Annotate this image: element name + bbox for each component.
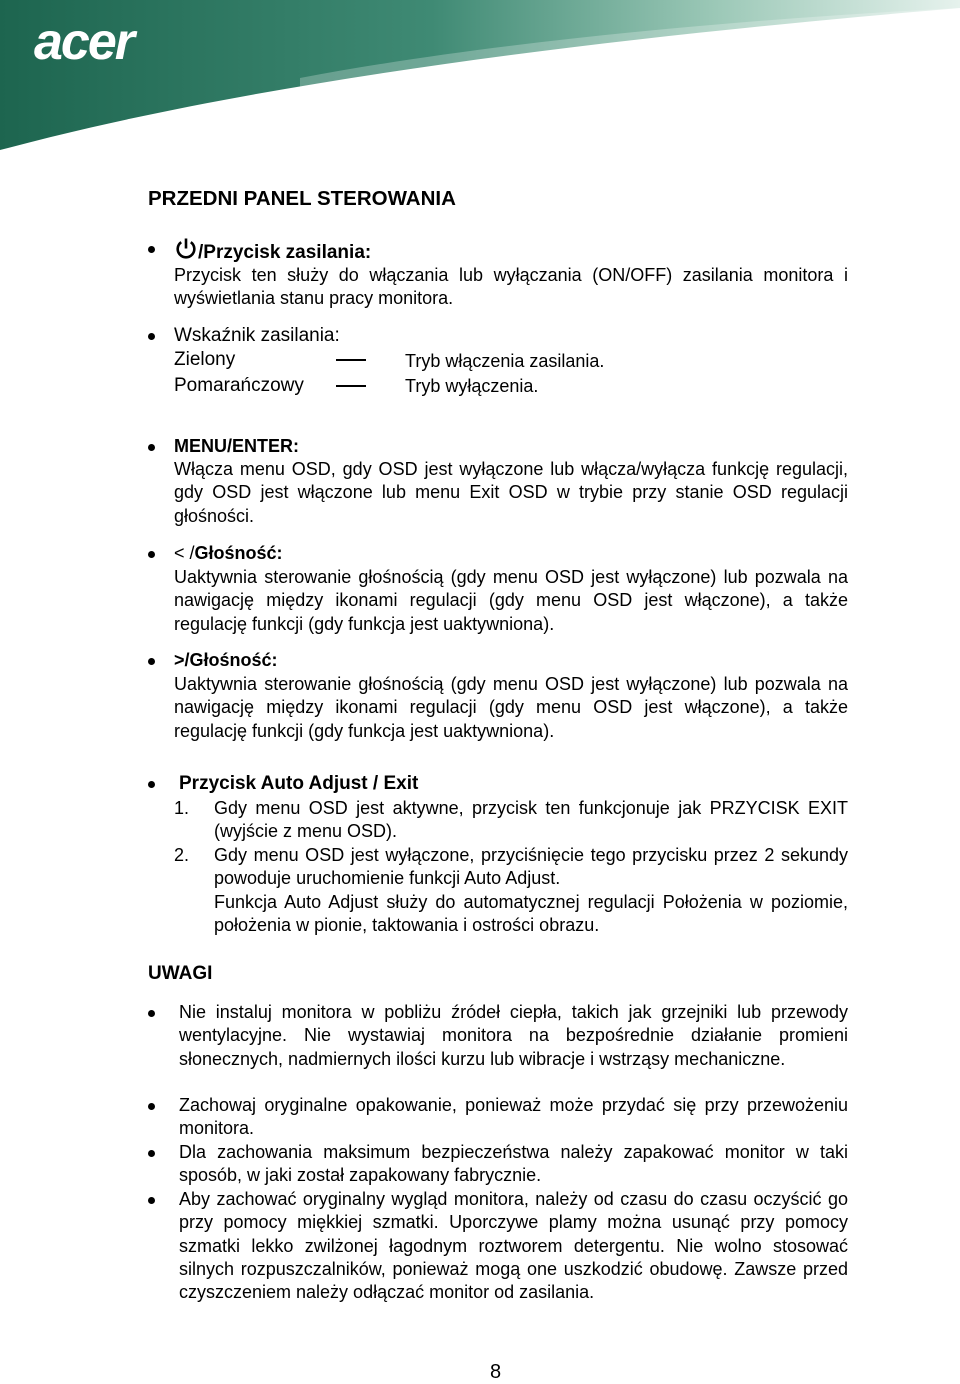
indicator-color-green: Zielony [174,349,236,370]
volume-up-heading: >/Głośność: [174,650,278,670]
section-title: PRZEDNI PANEL STEROWANIA [148,187,456,210]
note-item: Zachowaj oryginalne opakowanie, ponieważ może przydać się przy przewożeniu monitora. [179,1095,848,1139]
bullet [148,246,155,253]
bullet [148,1103,155,1110]
dash [336,359,366,361]
power-button-text: Przycisk ten służy do włączania lub wyłączania (ON/OFF) zasilania monitora i wyświetlania stanu pracy monitora. [174,265,848,309]
bullet [148,781,155,788]
power-button-heading: /Przycisk zasilania: [174,237,371,267]
acer-logo: acer [34,13,133,71]
power-indicator-heading: Wskaźnik zasilania: [174,325,340,346]
bullet [148,333,155,340]
page-number: 8 [490,1361,502,1383]
bullet [148,551,155,558]
bullet [148,444,155,451]
power-icon [174,237,198,267]
menu-enter-text: Włącza menu OSD, gdy OSD jest wyłączone lub włącza/wyłącza funkcję regulacji, gdy OSD jest włączone lub menu Exit OSD w trybie przy stanie OSD regulacji głośności. [174,459,848,526]
indicator-mode-off: Tryb wyłączenia. [405,376,539,396]
bullet [148,1150,155,1157]
volume-down-text: Uaktywnia sterowanie głośnością (gdy menu OSD jest wyłączone) lub pozwala na nawigację między ikonami regulacji (gdy menu OSD jest włączone), a także regulację funkcji (gdy funkcja jest uaktywniona). [174,567,848,634]
auto-adjust-step-2-extra: Funkcja Auto Adjust służy do automatycznej regulacji Położenia w poziomie, położenia w pionie, taktowania i ostrości obrazu. [214,892,848,936]
notes-title: UWAGI [148,963,213,984]
menu-enter-heading: MENU/ENTER: [174,436,299,456]
step-number: 2. [174,845,190,865]
bullet [148,658,155,665]
volume-up-text: Uaktywnia sterowanie głośnością (gdy menu OSD jest wyłączone) lub pozwala na nawigację między ikonami regulacji (gdy menu OSD jest włączone), a także regulację funkcji (gdy funkcja jest uaktywniona). [174,674,848,741]
bullet [148,1197,155,1204]
bullet [148,1010,155,1017]
note-item: Nie instaluj monitora w pobliżu źródeł ciepła, takich jak grzejniki lub przewody wentylacyjne. Nie wystawiaj monitora na bezpośrednie działanie promieni słonecznych, nadmiernych ilości kurzu lub wibracje i wstrząsy mechaniczne. [179,1002,848,1069]
volume-down-heading: < /Głośność: [174,543,283,563]
auto-adjust-step-1: Gdy menu OSD jest aktywne, przycisk ten funkcjonuje jak PRZYCISK EXIT (wyjście z menu OSD). [214,798,848,842]
step-number: 1. [174,798,190,818]
indicator-mode-on: Tryb włączenia zasilania. [405,351,605,371]
auto-adjust-step-2: Gdy menu OSD jest wyłączone, przyciśnięcie tego przycisku przez 2 sekundy powoduje uruchomienie funkcji Auto Adjust. [214,845,848,889]
auto-adjust-heading: Przycisk Auto Adjust / Exit [179,773,419,794]
header-band [0,0,960,150]
note-item: Aby zachować oryginalny wygląd monitora, należy od czasu do czasu oczyścić go przy pomocy miękkiej szmatki. Uporczywe plamy można usunąć przy pomocy szmatki lekko zwilżonej łagodnym roztworem detergentu. Nie wolno stosować silnych rozpuszczalników, ponieważ mogą one uszkodzić obudowę. Zawsze przed czyszczeniem należy odłączać monitor od zasilania. [179,1189,848,1303]
indicator-color-orange: Pomarańczowy [174,375,304,396]
dash [336,385,366,387]
note-item: Dla zachowania maksimum bezpieczeństwa należy zapakować monitor w taki sposób, w jaki został zapakowany fabrycznie. [179,1142,848,1186]
